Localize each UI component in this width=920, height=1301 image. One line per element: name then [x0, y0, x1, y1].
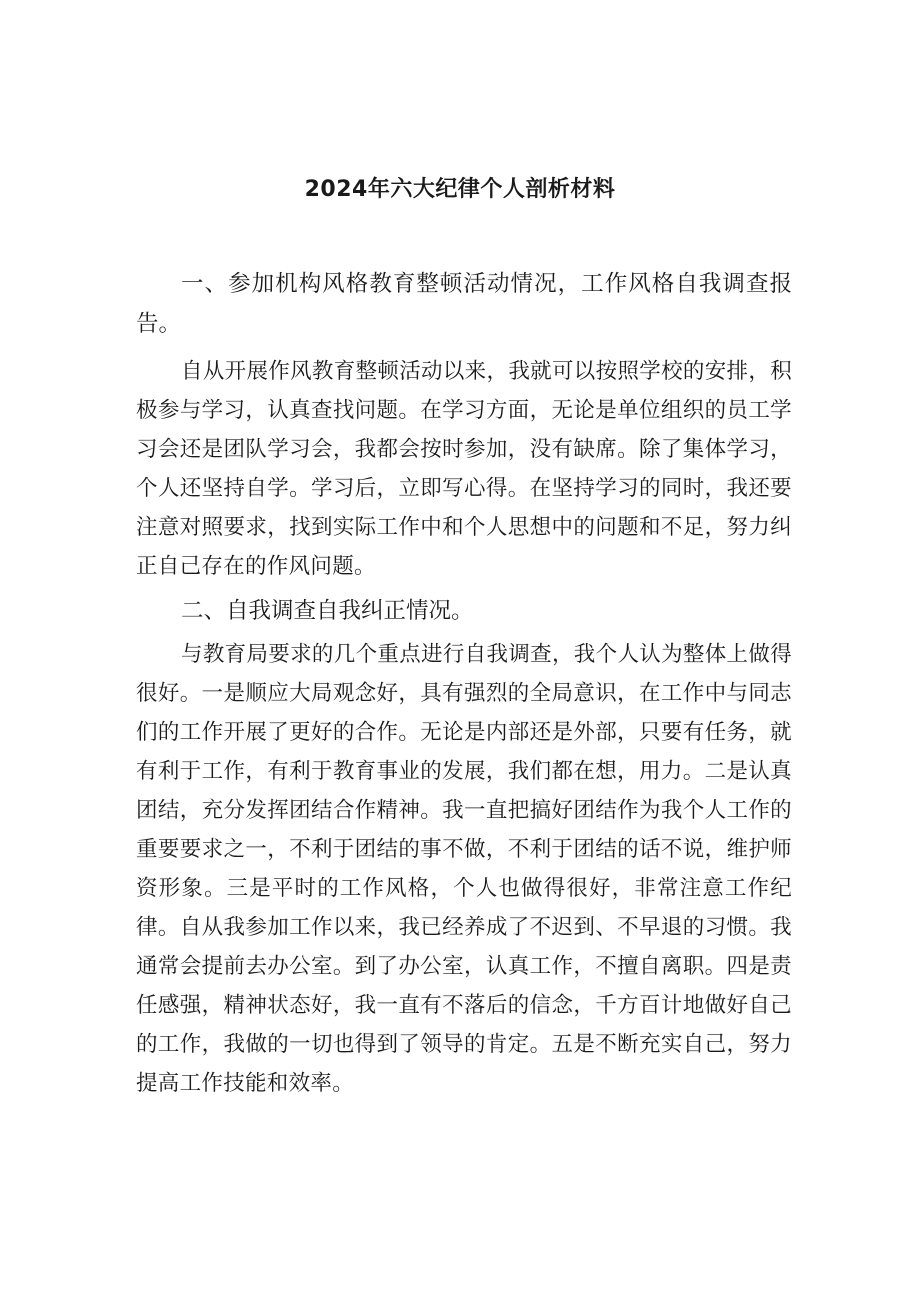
section-2-heading: 二、自我调查自我纠正情况。: [181, 598, 474, 624]
document-body: [136, 264, 792, 1103]
document-title: 2024年六大纪律个人剖析材料: [304, 177, 616, 202]
section-1-heading: 一、参加机构风格教育整顿活动情况，工作风格自我调查报告。: [136, 271, 792, 337]
section-2-paragraph: 与教育局要求的几个重点进行自我调查，我个人认为整体上做得很好。一是顺应大局观念好，具有强烈的全局意识，在工作中与同志们的工作开展了更好的合作。无论是内部还是外部，只要有任务，就有利于工作，有利于教育事业的发展，我们都在想，用力。二是认真团结，充分发挥团结合作精神。我一直把搞好团结作为我个人工作的重要要求之一，不利于团结的事不做，不利于团结的话不说，维护师资形象。三是平时的工作风格，个人也做得很好，非常注意工作纪律。自从我参加工作以来，我已经养成了不迟到、不早退的习惯。我通常会提前去办公室。到了办公室，认真工作，不擅自离职。四是责任感强，精神状态好，我一直有不落后的信念，千方百计地做好自己的工作，我做的一切也得到了领导的肯定。五是不断充实自己，努力提高工作技能和效率。: [136, 642, 792, 1096]
section-1-paragraph: 自从开展作风教育整顿活动以来，我就可以按照学校的安排，积极参与学习，认真查找问题。在学习方面，无论是单位组织的员工学习会还是团队学习会，我都会按时参加，没有缺席。除了集体学习，个人还坚持自学。学习后，立即写心得。在坚持学习的同时，我还要注意对照要求，找到实际工作中和个人思想中的问题和不足，努力纠正自己存在的作风问题。: [136, 359, 792, 579]
